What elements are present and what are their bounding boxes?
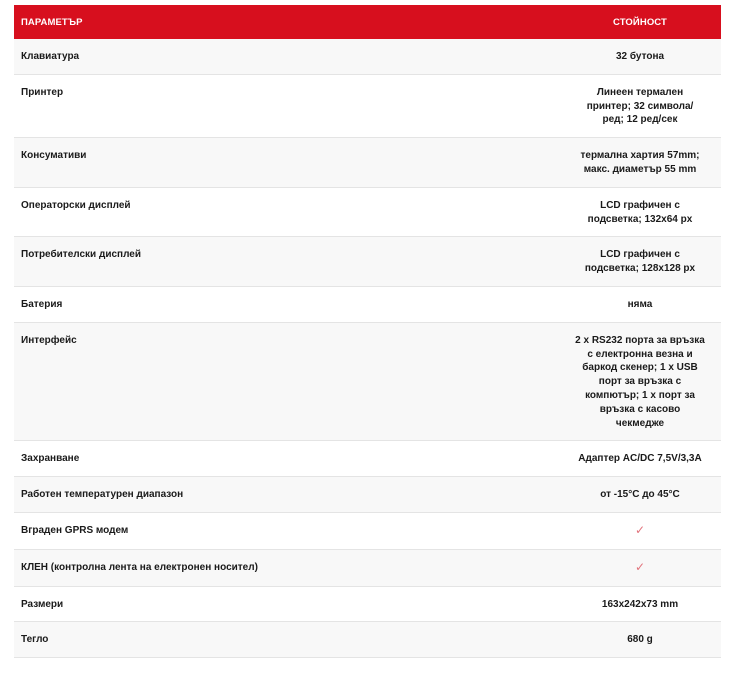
table-row xyxy=(14,322,721,441)
value-line: LCD графичен с xyxy=(600,199,680,211)
value-cell: 680 g xyxy=(627,634,653,646)
value-cell: няма xyxy=(627,298,653,310)
value-line: принтер; 32 символа/ xyxy=(586,100,694,112)
value-line: чекмедже xyxy=(615,417,665,429)
table-row xyxy=(14,477,721,513)
param-cell: КЛЕН (контролна лента на електронен носител) xyxy=(21,561,258,573)
param-cell: Потребителски дисплей xyxy=(21,249,142,261)
value-cell xyxy=(559,549,721,586)
value-line: ред; 12 ред/сек xyxy=(602,114,678,126)
value-cell: 163x242x73 mm xyxy=(601,598,679,610)
table-row xyxy=(14,74,721,137)
value-cell xyxy=(559,187,721,237)
value-line: макс. диаметър 55 mm xyxy=(583,163,697,175)
value-line: LCD графичен с xyxy=(600,249,680,261)
value-line: компютър; 1 x порт за xyxy=(585,389,695,401)
value-cell: Адаптер AC/DC 7,5V/3,3A xyxy=(578,453,702,465)
header-param: ПАРАМЕТЪР xyxy=(21,16,83,28)
param-cell: Вграден GPRS модем xyxy=(21,524,129,536)
table-row xyxy=(14,441,721,477)
value-line: баркод скенер; 1 x USB xyxy=(582,362,698,374)
value-cell xyxy=(559,237,721,287)
param-cell: Батерия xyxy=(21,298,63,310)
value-line: връзка с касово xyxy=(599,403,681,415)
value-cell: 32 бутона xyxy=(615,51,665,62)
value-line: 2 x RS232 порта за връзка xyxy=(575,334,705,346)
table-row xyxy=(14,512,721,549)
table-row xyxy=(14,549,721,586)
value-cell xyxy=(559,138,721,188)
check-icon: ✓ xyxy=(634,559,646,574)
header-value: СТОЙНОСТ xyxy=(613,16,667,28)
param-cell: Тегло xyxy=(21,634,49,646)
param-cell: Захранване xyxy=(21,453,80,465)
value-cell: от -15°C до 45°C xyxy=(600,489,680,501)
value-line: подсветка; 132x64 px xyxy=(587,213,693,225)
table-row xyxy=(14,187,721,237)
param-cell: Клавиатура xyxy=(21,51,80,62)
table-row xyxy=(14,586,721,622)
check-icon: ✓ xyxy=(634,522,646,537)
value-line: термална хартия 57mm; xyxy=(580,150,700,162)
table-row xyxy=(14,237,721,287)
param-cell: Интерфейс xyxy=(21,334,77,346)
value-line: порт за връзка с xyxy=(598,376,682,388)
table-row xyxy=(14,622,721,658)
value-cell xyxy=(559,74,721,137)
param-cell: Работен температурен диапазон xyxy=(21,489,184,501)
spec-table-header xyxy=(14,5,721,39)
value-line: с електронна везна и xyxy=(587,348,693,360)
value-cell xyxy=(559,512,721,549)
param-cell: Операторски дисплей xyxy=(21,199,131,211)
table-row xyxy=(14,138,721,188)
value-cell xyxy=(559,322,721,441)
param-cell: Принтер xyxy=(21,86,64,98)
value-line: подсветка; 128x128 px xyxy=(584,263,696,275)
table-row xyxy=(14,286,721,322)
param-cell: Размери xyxy=(21,598,64,610)
spec-table xyxy=(14,5,721,658)
table-row xyxy=(14,39,721,74)
param-cell: Консумативи xyxy=(21,150,87,162)
value-line: Линеен термален xyxy=(596,86,684,98)
spec-table-body xyxy=(14,39,721,658)
header-row xyxy=(14,5,721,39)
